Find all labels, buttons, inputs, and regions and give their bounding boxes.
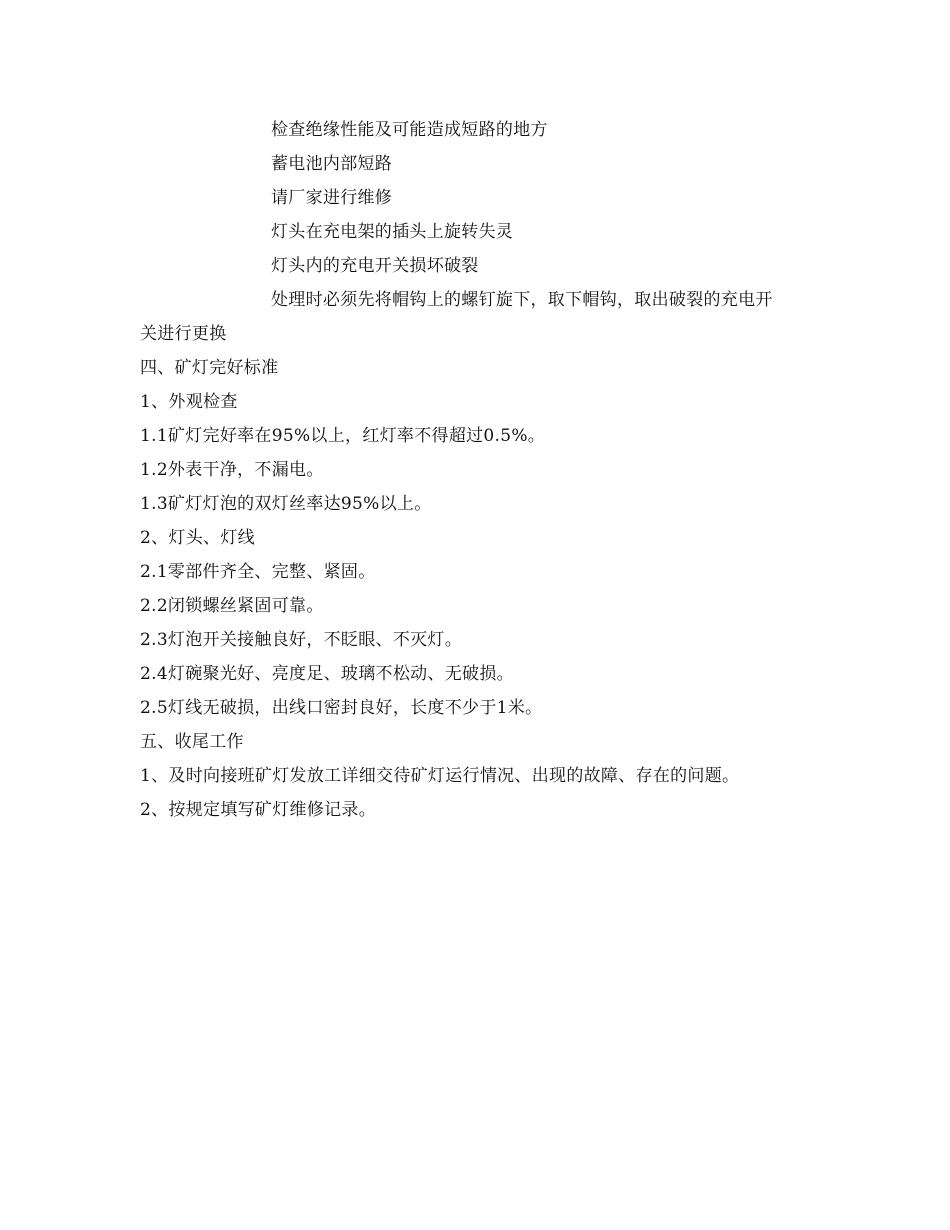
item-2-5: 2.5灯线无破损，出线口密封良好，长度不少于1米。 [140,698,543,718]
item-1-1: 1.1矿灯完好率在95%以上，红灯率不得超过0.5%。 [140,426,546,446]
item-2-1: 2.1零部件齐全、完整、紧固。 [140,562,376,582]
closing-item-2: 2、按规定填写矿灯维修记录。 [140,800,377,820]
text-line-handling-procedure: 处理时必须先将帽钩上的螺钉旋下，取下帽钩，取出破裂的充电开 [271,290,773,310]
text-line-battery-short: 蓄电池内部短路 [271,154,393,174]
text-line-lamp-head-rotation: 灯头在充电架的插头上旋转失灵 [271,222,514,242]
item-2-2: 2.2闭锁螺丝紧固可靠。 [140,596,324,616]
item-1-3: 1.3矿灯灯泡的双灯丝率达95%以上。 [140,494,432,514]
text-line-replace-switch: 关进行更换 [140,324,227,344]
item-1-2: 1.2外表干净，不漏电。 [140,460,324,480]
item-2-4: 2.4灯碗聚光好、亮度足、玻璃不松动、无破损。 [140,664,514,684]
item-2-3: 2.3灯泡开关接触良好，不眨眼、不灭灯。 [140,630,463,650]
text-line-check-insulation: 检查绝缘性能及可能造成短路的地方 [271,120,548,140]
text-line-charging-switch-broken: 灯头内的充电开关损坏破裂 [271,256,479,276]
closing-item-1: 1、及时向接班矿灯发放工详细交待矿灯运行情况、出现的故障、存在的问题。 [140,766,740,786]
subheading-lamp-head-cable: 2、灯头、灯线 [140,528,255,548]
section-heading-closing-work: 五、收尾工作 [140,732,244,752]
text-line-factory-repair: 请厂家进行维修 [271,188,393,208]
subheading-appearance-check: 1、外观检查 [140,392,238,412]
section-heading-lamp-standard: 四、矿灯完好标准 [140,358,279,378]
